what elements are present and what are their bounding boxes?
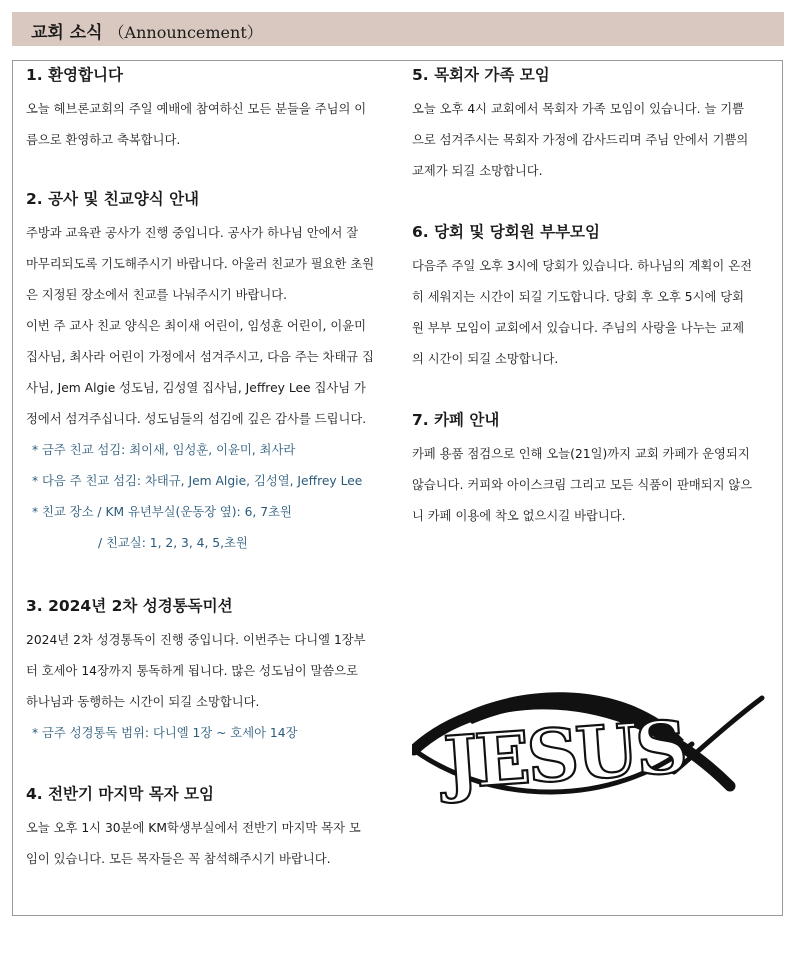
section-title: 2. 공사 및 친교양식 안내 xyxy=(26,190,200,208)
section-construction xyxy=(26,190,394,559)
section-title: 5. 목회자 가족 모임 xyxy=(412,66,550,84)
section-pastor-family xyxy=(412,66,778,187)
section-title: 3. 2024년 2차 성경통독미션 xyxy=(26,597,233,615)
body-line: 정에서 섬겨주십니다. 성도님들의 섬김에 깊은 감사를 드립니다. xyxy=(26,412,367,426)
right-column xyxy=(412,66,778,532)
body-line: 다음주 주일 오후 3시에 당회가 있습니다. 하나님의 계획이 온전 xyxy=(412,259,752,273)
body-line: 오늘 헤브론교회의 주일 예배에 참여하신 모든 분들을 주님의 이 xyxy=(26,102,367,116)
body-line: 은 지정된 장소에서 친교를 나눠주시기 바랍니다. xyxy=(26,288,288,302)
section-title: 4. 전반기 마지막 목자 모임 xyxy=(26,785,214,803)
body-line: 않습니다. 커피와 아이스크림 그리고 모든 식품이 판매되지 않으 xyxy=(412,478,753,492)
body-line: 카페 용품 점검으로 인해 오늘(21일)까지 교회 카페가 운영되지 xyxy=(412,447,750,461)
section-title: 7. 카페 안내 xyxy=(412,411,500,429)
bullet-continuation: / 친교실: 1, 2, 3, 4, 5,초원 xyxy=(98,536,248,550)
section-shepherd-meeting xyxy=(26,785,394,875)
page-title xyxy=(31,18,263,43)
body-line: 마무리되도록 기도해주시기 바랍니다. 아울러 친교가 필요한 초원 xyxy=(26,257,375,271)
body-line: 교제가 되길 소망합니다. xyxy=(412,164,543,178)
body-line: 2024년 2차 성경통독이 진행 중입니다. 이번주는 다니엘 1장부 xyxy=(26,633,366,647)
body-line: 임이 있습니다. 모든 목자들은 꼭 참석해주시기 바랍니다. xyxy=(26,852,331,866)
bullet-item: * 금주 성경통독 범위: 다니엘 1장 ~ 호세아 14장 xyxy=(32,726,298,740)
body-line: 오늘 오후 4시 교회에서 목회자 가족 모임이 있습니다. 늘 기쁨 xyxy=(412,102,745,116)
body-line: 이번 주 교사 친교 양식은 최이새 어린이, 임성훈 어린이, 이윤미 xyxy=(26,319,366,333)
body-line: 름으로 환영하고 축복합니다. xyxy=(26,133,181,147)
body-line: 으로 섬겨주시는 목회자 가정에 감사드리며 주님 안에서 기쁨의 xyxy=(412,133,749,147)
bullet-item: * 다음 주 친교 섬김: 차태규, Jem Algie, 김성열, Jeffrey Lee xyxy=(32,474,363,488)
title-en: （Announcement） xyxy=(108,23,263,42)
section-bible-reading xyxy=(26,597,394,749)
body-line: 터 호세아 14장까지 통독하게 됩니다. 많은 성도님이 말씀으로 xyxy=(26,664,359,678)
bullet-item: * 금주 친교 섬김: 최이새, 임성훈, 이윤미, 최사라 xyxy=(32,443,296,457)
body-line: 집사님, 최사라 어린이 가정에서 섬겨주시고, 다음 주는 차태규 집 xyxy=(26,350,374,364)
body-line: 니 카페 이용에 착오 없으시길 바랍니다. xyxy=(412,509,626,523)
header-bar xyxy=(12,12,784,46)
body-line: 오늘 오후 1시 30분에 KM학생부실에서 전반기 마지막 목자 모 xyxy=(26,821,361,835)
title-ko: 교회 소식 xyxy=(31,23,103,43)
body-line: 주방과 교육관 공사가 진행 중입니다. 공사가 하나님 안에서 잘 xyxy=(26,226,359,240)
section-welcome xyxy=(26,66,394,156)
body-line: 하나님과 동행하는 시간이 되길 소망합니다. xyxy=(26,695,260,709)
section-cafe xyxy=(412,411,778,532)
fish-text: JESUS xyxy=(441,703,688,806)
body-line: 원 부부 모임이 교회에서 있습니다. 주님의 사랑을 나누는 교제 xyxy=(412,321,745,335)
section-title: 6. 당회 및 당회원 부부모임 xyxy=(412,223,600,241)
bullet-item: * 친교 장소 / KM 유년부실(운동장 옆): 6, 7초원 xyxy=(32,505,292,519)
body-line: 히 세워지는 시간이 되길 기도합니다. 당회 후 오후 5시에 당회 xyxy=(412,290,745,304)
body-line: 사님, Jem Algie 성도님, 김성열 집사님, Jeffrey Lee 집사님 가 xyxy=(26,381,366,395)
fish-tail xyxy=(674,698,762,772)
left-column xyxy=(26,66,394,875)
section-title: 1. 환영합니다 xyxy=(26,66,123,84)
ichthys-fish-icon xyxy=(412,680,766,806)
body-line: 의 시간이 되길 소망합니다. xyxy=(412,352,559,366)
section-session-meeting xyxy=(412,223,778,375)
